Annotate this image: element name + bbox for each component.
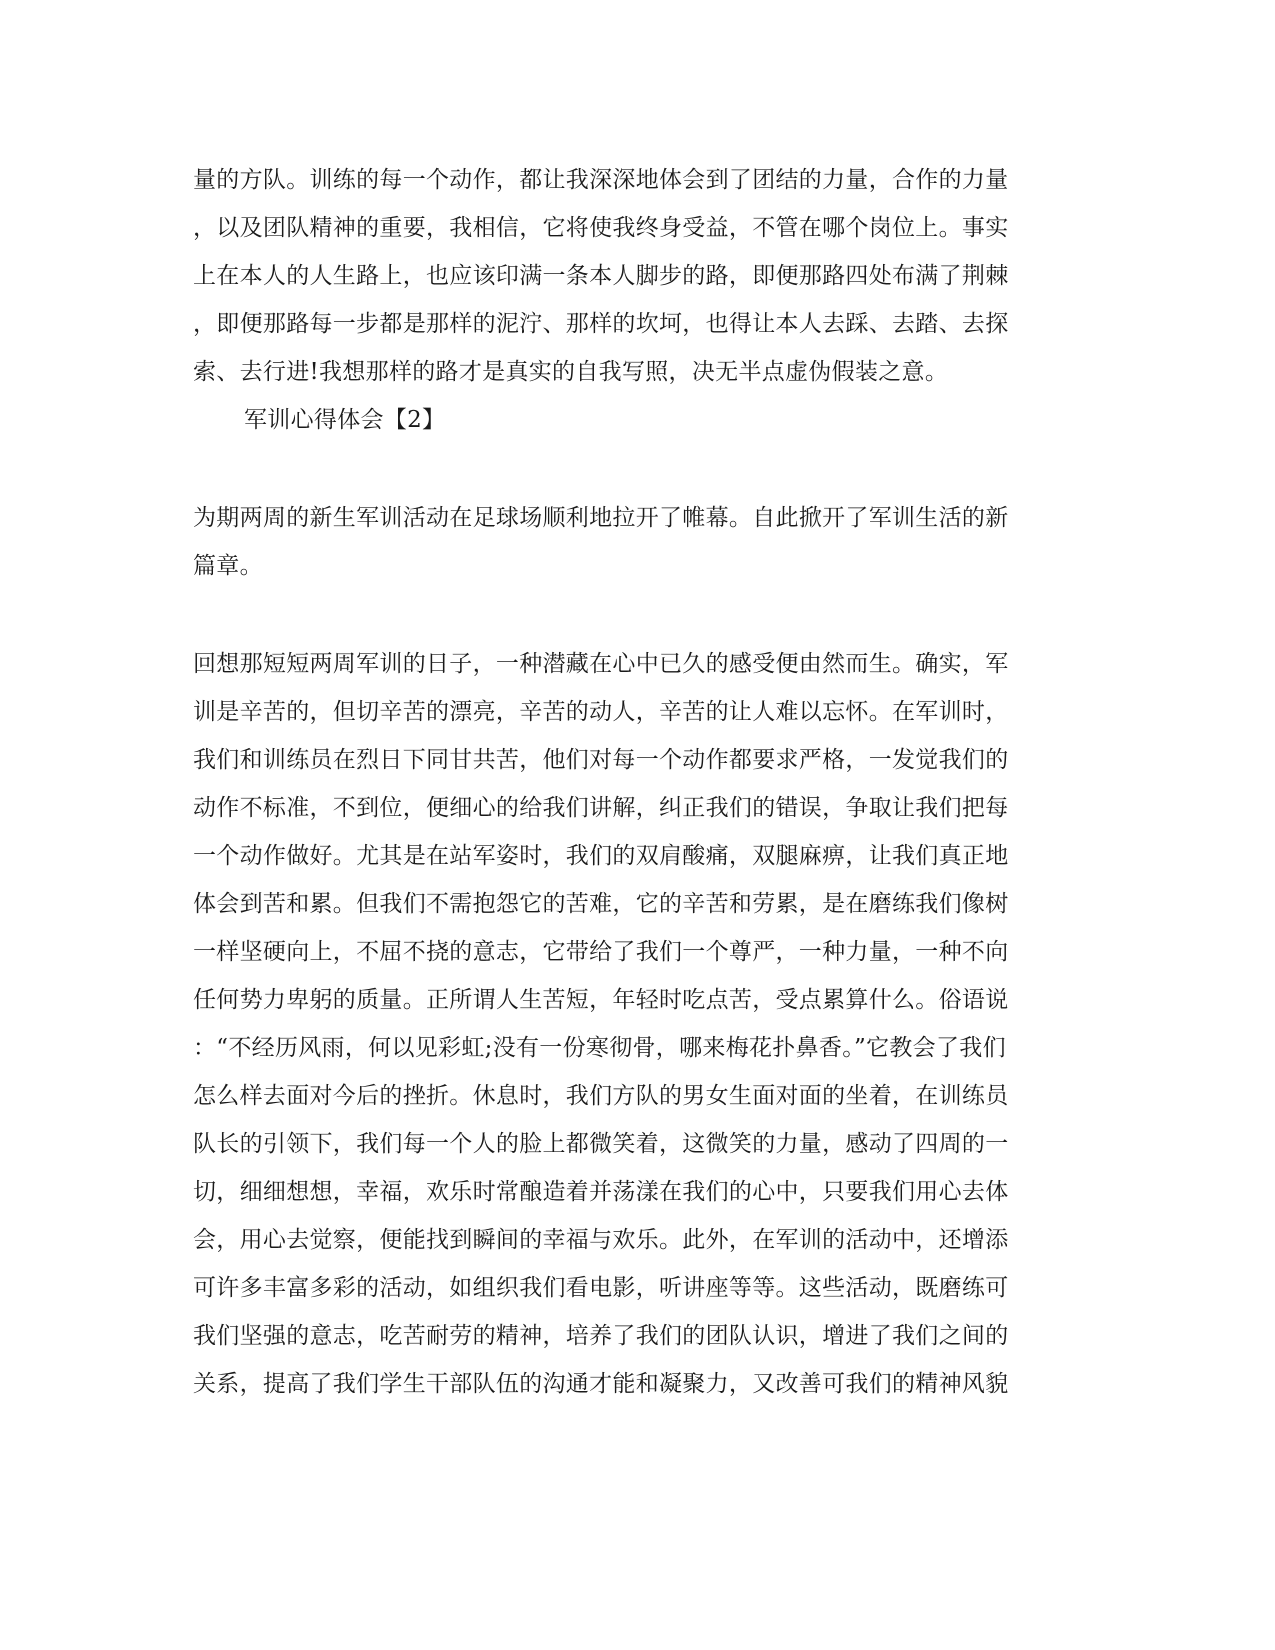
text-line: 动作不标准，不到位，便细心的给我们讲解，纠正我们的错误，争取让我们把每 <box>193 795 1009 821</box>
text-line: 我们和训练员在烈日下同甘共苦，他们对每一个动作都要求严格，一发觉我们的 <box>193 747 1009 773</box>
text-line: 回想那短短两周军训的日子，一种潜藏在心中已久的感受便由然而生。确实，军 <box>193 651 1009 677</box>
text-line: ，即便那路每一步都是那样的泥泞、那样的坎坷，也得让本人去踩、去踏、去探 <box>193 311 1009 337</box>
text-line: ，以及团队精神的重要，我相信，它将使我终身受益，不管在哪个岗位上。事实 <box>193 215 1009 241</box>
section-heading: 军训心得体会【2】 <box>244 407 446 433</box>
text-line: 索、去行进!我想那样的路才是真实的自我写照，决无半点虚伪假装之意。 <box>193 359 949 385</box>
text-line: 为期两周的新生军训活动在足球场顺利地拉开了帷幕。自此掀开了军训生活的新 <box>193 505 1009 531</box>
text-line: 任何势力卑躬的质量。正所谓人生苦短，年轻时吃点苦，受点累算什么。俗语说 <box>193 987 1009 1013</box>
text-line: 一个动作做好。尤其是在站军姿时，我们的双肩酸痛，双腿麻痹，让我们真正地 <box>193 843 1009 869</box>
text-line: 关系，提高了我们学生干部队伍的沟通才能和凝聚力，又改善可我们的精神风貌 <box>193 1371 1009 1397</box>
text-line: 篇章。 <box>193 553 263 579</box>
text-line: 队长的引领下，我们每一个人的脸上都微笑着，这微笑的力量，感动了四周的一 <box>193 1131 1009 1157</box>
text-line: 我们坚强的意志，吃苦耐劳的精神，培养了我们的团队认识，增进了我们之间的 <box>193 1323 1009 1349</box>
text-line: ：“不经历风雨，何以见彩虹;没有一份寒彻骨，哪来梅花扑鼻香。”它教会了我们 <box>193 1035 1006 1061</box>
text-line: 会，用心去觉察，便能找到瞬间的幸福与欢乐。此外，在军训的活动中，还增添 <box>193 1227 1009 1253</box>
text-line: 一样坚硬向上，不屈不挠的意志，它带给了我们一个尊严，一种力量，一种不向 <box>193 939 1009 965</box>
text-line: 上在本人的人生路上，也应该印满一条本人脚步的路，即便那路四处布满了荆棘 <box>193 263 1009 289</box>
text-line: 体会到苦和累。但我们不需抱怨它的苦难，它的辛苦和劳累，是在磨练我们像树 <box>193 891 1009 917</box>
text-line: 怎么样去面对今后的挫折。休息时，我们方队的男女生面对面的坐着，在训练员 <box>193 1083 1009 1109</box>
text-line: 切，细细想想，幸福，欢乐时常酿造着并荡漾在我们的心中，只要我们用心去体 <box>193 1179 1009 1205</box>
text-line: 可许多丰富多彩的活动，如组织我们看电影，听讲座等等。这些活动，既磨练可 <box>193 1275 1009 1301</box>
text-line: 量的方队。训练的每一个动作，都让我深深地体会到了团结的力量，合作的力量 <box>193 167 1009 193</box>
text-line: 训是辛苦的，但切辛苦的漂亮，辛苦的动人，辛苦的让人难以忘怀。在军训时， <box>193 699 1009 725</box>
